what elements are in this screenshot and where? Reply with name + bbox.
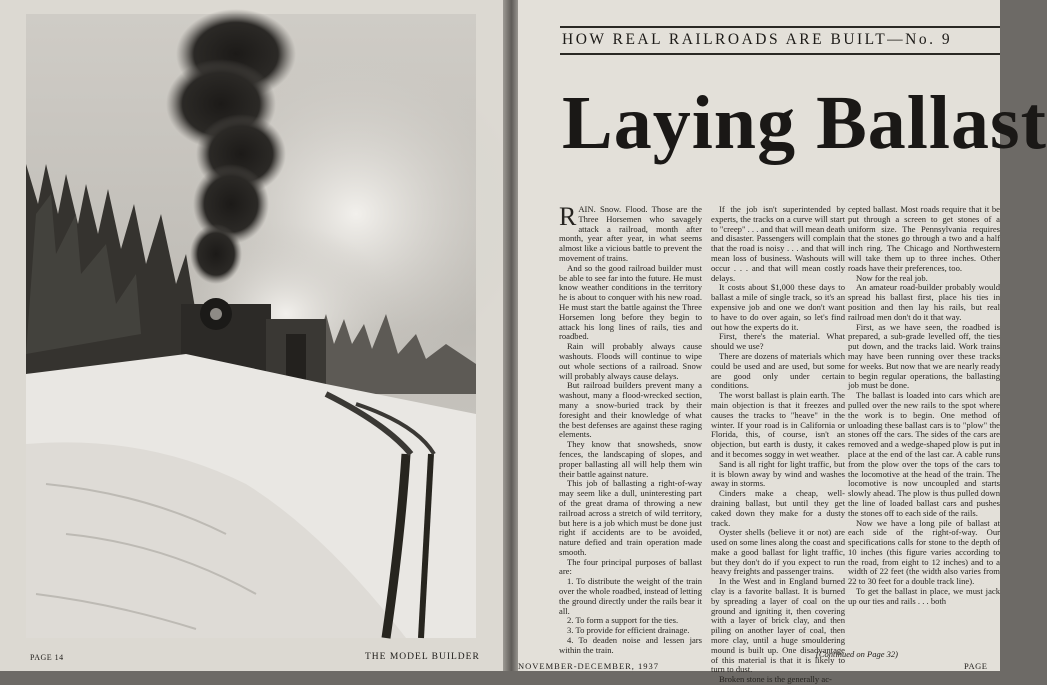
paragraph: [711, 528, 845, 577]
header-rule-bottom: [560, 53, 1000, 55]
paragraph: [559, 479, 702, 557]
paragraph: [711, 460, 845, 489]
paragraph-text: 2. To form a support for the ties.: [567, 615, 679, 626]
paragraph-text: And so the good railroad builder must be able to see far into the future. He must know weather conditions in the territory he is about to conquer with his new road. He must start the battle against the Three Horsemen long before they begin to attack his long lines of rails, ties and roadbed.: [559, 262, 702, 342]
paragraph: [559, 342, 702, 381]
left-page: [0, 0, 505, 671]
continued-note: (Continued on Page 32): [816, 649, 898, 659]
paragraph-text: Cinders make a cheap, well-draining ballast, but until they get caked down they make for a dusty track.: [711, 488, 845, 528]
paragraph-text: They know that snowsheds, snow fences, the landscaping of slopes, and proper ballasting all will help them win their battle against nature.: [559, 439, 702, 479]
paragraph: [848, 283, 1000, 322]
paragraph-text: The four principal purposes of ballast are:: [559, 556, 702, 577]
paragraph: [559, 264, 702, 342]
paragraph-text: cepted ballast. Most roads require that it be put through a screen to get stones of a uniform size. The Pennsylvania requires that the stones go through a two and a half inch ring. The Chicago and Northwestern will take them up to three inches. Other roads have their preferences, too.: [848, 204, 1000, 273]
paragraph-text: 3. To provide for efficient drainage.: [567, 625, 690, 636]
right-page: [518, 0, 1047, 685]
page-number-left: PAGE 14: [30, 653, 64, 662]
paragraph-text: First, there's the material. What should we use?: [711, 331, 845, 352]
article-column-1: [559, 202, 702, 656]
page-number-right: PAGE: [964, 661, 988, 671]
paragraph: [848, 587, 1000, 607]
header-rule-top: [560, 26, 1000, 28]
paragraph: [559, 202, 702, 264]
paragraph-text: Oyster shells (believe it or not) are used on some lines along the coast and make a good ballast for light traffic, but they don't do if you expect to run heavy freights and passenger trains.: [711, 527, 845, 577]
paragraph: [711, 675, 845, 685]
paragraph: [559, 577, 702, 616]
paragraph-text: The worst ballast is plain earth. The main objection is that it freezes and causes the tracks to "heave" in the winter. If your road is in California or Florida, this, of course, isn't an objection, but earth is dusty, it cakes and it becomes soggy in wet weather.: [711, 390, 845, 459]
paragraph: [711, 332, 845, 352]
paragraph-text: 4. To deaden noise and lessen jars within the train.: [559, 635, 702, 655]
paragraph: [559, 440, 702, 479]
paragraph-text: To get the ballast in place, we must jack up our ties and rails . . . both: [848, 586, 1000, 606]
paragraph-text: But railroad builders prevent many a washout, many a flood-wrecked section, many a snow-buried track by their foresight and their knowledge of what the best defenses are against these raging elements.: [559, 380, 702, 440]
paragraph: [711, 283, 845, 332]
paragraph-text: The ballast is loaded into cars which are pulled over the new rails to the spot where the work is to begin. One method of unloading these ballast cars is to "plow" the stones off the cars. The sides of the cars are removed and a wedge-shaped plow is put in place at the end of the last car. A cable runs from the plow over the tops of the cars to the locomotive at the head of the train. The locomotive is now uncoupled and starts slowly ahead. The plow is thus pulled down the line of loaded ballast cars and pushes the stones off to each side of the rails.: [848, 390, 1000, 518]
paragraph-text: In the West and in England burned clay is a favorite ballast. It is burned by spreading a layer of coal on the ground and igniting it, then covering with a layer of brick clay, and then piling on another layer of coal, then more clay, until a huge smouldering mound is built up. One disadvantage of this material is that it is likely to turn to dust.: [711, 576, 845, 675]
paragraph-text: An amateur road-builder probably would spread his ballast first, place his ties in position and then lay his rails, but real railroad men don't do it that way.: [848, 282, 1000, 322]
paragraph-text: If the job isn't superintended by experts, the tracks on a curve will start to "creep" . . . and that will mean death and disaster. Passengers will complain that the road is noisy . . . and that will mean loss of business. Washouts will occur . . . and that will mean costly delays.: [711, 204, 845, 283]
paragraph-text: This job of ballasting a right-of-way may seem like a dull, uninteresting part of the great drama of throwing a new railroad across a stretch of wild territory, but here is a job which must be done just right if accidents are to be avoided, nature defied and train operation made smooth.: [559, 478, 702, 557]
paragraph: [711, 391, 845, 460]
paragraph: [559, 558, 702, 578]
article-title: Laying Ballast: [562, 81, 1047, 165]
paragraph-text: Now for the real job.: [856, 272, 928, 283]
paragraph-text: First, as we have seen, the roadbed is prepared, a sub-grade levelled off, the ties put down, and the tracks laid. Work trains may have been running over these tracks for weeks. But now that we are nearly ready to begin regular operations, the ballasting job must be done.: [848, 321, 1001, 391]
paragraph: [848, 519, 1000, 588]
paragraph-text: 1. To distribute the weight of the train over the whole roadbed, instead of letting the ground directly under the rails bear it all.: [559, 576, 702, 616]
paragraph-text: Rain will probably always cause washouts. Floods will continue to wipe out whole sections of a railroad. Snow will probably always cause delays.: [559, 341, 702, 381]
snowplow-photo-icon: [26, 14, 476, 638]
paragraph: [559, 381, 702, 440]
rotary-snowplow-photo: [26, 14, 476, 638]
paragraph-text: There are dozens of materials which could be used and are used, but some are good only under certain conditions.: [711, 350, 845, 391]
paragraph: [711, 205, 845, 283]
paragraph-text: It costs about $1,000 these days to ballast a mile of single track, so it's an expensive job and one we don't want to have to do over again, so let's find out how the experts do it.: [711, 282, 845, 332]
paragraph-text: Sand is all right for light traffic, but it is blown away by wind and washes away in storms.: [711, 458, 845, 489]
issue-date: NOVEMBER-DECEMBER, 1937: [518, 661, 660, 671]
paragraph: [848, 205, 1000, 274]
paragraph: [848, 323, 1000, 392]
paragraph: [559, 636, 702, 656]
paragraph-text: Broken stone is the generally ac-: [719, 674, 832, 685]
article-column-3: [848, 205, 1000, 607]
article-column-2: [711, 205, 845, 685]
paragraph-text: Now we have a long pile of ballast at each side of the right-of-way. Our specifications calls for stone to the depth of 10 inches (this figure varies according to the road, from eight to 12 inches) and to a width of 22 feet (the width also varies from 22 to 30 feet for a double track line).: [848, 517, 1000, 587]
paragraph: [711, 352, 845, 391]
drop-cap: R: [559, 202, 577, 231]
paragraph-text: AIN. Snow. Flood. Those are the Three Horsemen who savagely attack a railroad, month after month, year after year, in what seems almost like a vicious battle to prevent the movement of trains.: [559, 204, 702, 263]
paragraph: [848, 391, 1000, 518]
series-heading: HOW REAL RAILROADS ARE BUILT—No. 9: [562, 31, 953, 48]
paragraph: [711, 577, 845, 675]
paragraph: [711, 489, 845, 528]
magazine-name: THE MODEL BUILDER: [365, 652, 480, 662]
